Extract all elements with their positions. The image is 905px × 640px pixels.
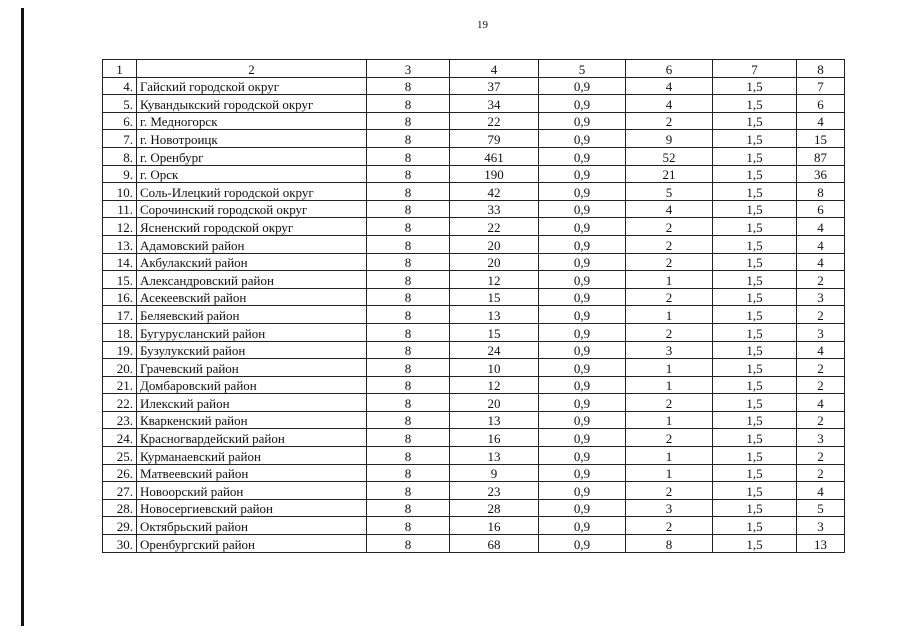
col-8-value: 3 <box>797 323 845 341</box>
table-row <box>103 271 845 289</box>
district-name: Октябрьский район <box>137 517 367 535</box>
table-row <box>103 517 845 535</box>
col-7-value: 1,5 <box>713 464 797 482</box>
district-name: Новоорский район <box>137 482 367 500</box>
col-7-value: 1,5 <box>713 183 797 201</box>
col-7-value: 1,5 <box>713 165 797 183</box>
col-4-value: 461 <box>450 147 539 165</box>
row-number: 18. <box>103 323 137 341</box>
col-6-value: 1 <box>626 271 713 289</box>
page-edge-bar <box>21 8 24 626</box>
col-4-value: 20 <box>450 253 539 271</box>
table-row <box>103 447 845 465</box>
col-5-value: 0,9 <box>539 341 626 359</box>
row-number: 8. <box>103 147 137 165</box>
row-number: 16. <box>103 288 137 306</box>
col-7-value: 1,5 <box>713 517 797 535</box>
district-name: Илекский район <box>137 394 367 412</box>
table-row <box>103 359 845 377</box>
col-3-value: 8 <box>367 112 450 130</box>
table-row <box>103 394 845 412</box>
col-5-value: 0,9 <box>539 429 626 447</box>
col-3-value: 8 <box>367 411 450 429</box>
row-number: 12. <box>103 218 137 236</box>
row-number: 25. <box>103 447 137 465</box>
col-3-value: 8 <box>367 288 450 306</box>
col-6-value: 52 <box>626 147 713 165</box>
district-name: Домбаровский район <box>137 376 367 394</box>
page-number: 19 <box>477 19 488 31</box>
row-number: 14. <box>103 253 137 271</box>
district-name: Курманаевский район <box>137 447 367 465</box>
col-3-value: 8 <box>367 235 450 253</box>
col-8-value: 15 <box>797 130 845 148</box>
table-row <box>103 253 845 271</box>
col-4-value: 12 <box>450 376 539 394</box>
row-number: 30. <box>103 535 137 553</box>
col-5-value: 0,9 <box>539 218 626 236</box>
col-6-value: 2 <box>626 323 713 341</box>
row-number: 22. <box>103 394 137 412</box>
row-number: 20. <box>103 359 137 377</box>
district-name: г. Орск <box>137 165 367 183</box>
col-4-value: 12 <box>450 271 539 289</box>
table-row <box>103 323 845 341</box>
col-8-value: 2 <box>797 447 845 465</box>
col-3-value: 8 <box>367 200 450 218</box>
col-6-value: 4 <box>626 200 713 218</box>
col-7-value: 1,5 <box>713 411 797 429</box>
col-4-value: 33 <box>450 200 539 218</box>
table-row <box>103 429 845 447</box>
col-8-value: 6 <box>797 95 845 113</box>
col-8-value: 2 <box>797 359 845 377</box>
col-7-value: 1,5 <box>713 253 797 271</box>
col-4-value: 16 <box>450 429 539 447</box>
col-6-value: 3 <box>626 341 713 359</box>
col-8-value: 3 <box>797 429 845 447</box>
district-name: г. Медногорск <box>137 112 367 130</box>
col-5-value: 0,9 <box>539 95 626 113</box>
col-5-value: 0,9 <box>539 323 626 341</box>
col-5-value: 0,9 <box>539 165 626 183</box>
col-5-value: 0,9 <box>539 535 626 553</box>
col-8-value: 4 <box>797 235 845 253</box>
row-number: 28. <box>103 499 137 517</box>
col-5-value: 0,9 <box>539 183 626 201</box>
col-4-value: 13 <box>450 306 539 324</box>
col-4-value: 28 <box>450 499 539 517</box>
col-3-value: 8 <box>367 341 450 359</box>
col-4-value: 37 <box>450 77 539 95</box>
col-3-value: 8 <box>367 130 450 148</box>
column-header-5: 5 <box>539 60 626 78</box>
col-7-value: 1,5 <box>713 271 797 289</box>
col-4-value: 13 <box>450 447 539 465</box>
col-6-value: 1 <box>626 376 713 394</box>
col-6-value: 1 <box>626 447 713 465</box>
col-8-value: 5 <box>797 499 845 517</box>
col-8-value: 4 <box>797 253 845 271</box>
row-number: 5. <box>103 95 137 113</box>
col-6-value: 2 <box>626 394 713 412</box>
district-name: Адамовский район <box>137 235 367 253</box>
col-5-value: 0,9 <box>539 112 626 130</box>
row-number: 23. <box>103 411 137 429</box>
col-8-value: 4 <box>797 218 845 236</box>
table-row <box>103 499 845 517</box>
col-7-value: 1,5 <box>713 359 797 377</box>
col-8-value: 4 <box>797 112 845 130</box>
column-header-4: 4 <box>450 60 539 78</box>
col-3-value: 8 <box>367 306 450 324</box>
col-3-value: 8 <box>367 183 450 201</box>
col-4-value: 24 <box>450 341 539 359</box>
col-7-value: 1,5 <box>713 112 797 130</box>
col-4-value: 13 <box>450 411 539 429</box>
col-5-value: 0,9 <box>539 288 626 306</box>
col-4-value: 20 <box>450 235 539 253</box>
col-5-value: 0,9 <box>539 464 626 482</box>
table-row <box>103 77 845 95</box>
col-6-value: 1 <box>626 464 713 482</box>
table-row <box>103 341 845 359</box>
col-7-value: 1,5 <box>713 376 797 394</box>
row-number: 13. <box>103 235 137 253</box>
col-5-value: 0,9 <box>539 517 626 535</box>
col-6-value: 2 <box>626 253 713 271</box>
col-7-value: 1,5 <box>713 394 797 412</box>
row-number: 4. <box>103 77 137 95</box>
col-4-value: 22 <box>450 218 539 236</box>
col-3-value: 8 <box>367 429 450 447</box>
column-header-6: 6 <box>626 60 713 78</box>
col-8-value: 4 <box>797 341 845 359</box>
column-header-2: 2 <box>137 60 367 78</box>
table-row <box>103 112 845 130</box>
col-5-value: 0,9 <box>539 359 626 377</box>
col-4-value: 23 <box>450 482 539 500</box>
col-3-value: 8 <box>367 464 450 482</box>
table-row <box>103 411 845 429</box>
col-7-value: 1,5 <box>713 323 797 341</box>
col-3-value: 8 <box>367 482 450 500</box>
row-number: 15. <box>103 271 137 289</box>
district-name: Сорочинский городской округ <box>137 200 367 218</box>
col-4-value: 15 <box>450 288 539 306</box>
district-name: Гайский городской округ <box>137 77 367 95</box>
table-row <box>103 306 845 324</box>
col-3-value: 8 <box>367 535 450 553</box>
col-4-value: 68 <box>450 535 539 553</box>
col-3-value: 8 <box>367 253 450 271</box>
row-number: 10. <box>103 183 137 201</box>
table-row <box>103 147 845 165</box>
col-8-value: 2 <box>797 411 845 429</box>
table-row <box>103 200 845 218</box>
table-body <box>103 60 845 553</box>
col-3-value: 8 <box>367 147 450 165</box>
district-name: Александровский район <box>137 271 367 289</box>
row-number: 26. <box>103 464 137 482</box>
col-8-value: 7 <box>797 77 845 95</box>
col-5-value: 0,9 <box>539 147 626 165</box>
col-7-value: 1,5 <box>713 447 797 465</box>
col-7-value: 1,5 <box>713 535 797 553</box>
col-7-value: 1,5 <box>713 499 797 517</box>
col-3-value: 8 <box>367 499 450 517</box>
row-number: 24. <box>103 429 137 447</box>
col-5-value: 0,9 <box>539 200 626 218</box>
col-6-value: 2 <box>626 482 713 500</box>
table-row <box>103 165 845 183</box>
district-name: Кваркенский район <box>137 411 367 429</box>
col-8-value: 6 <box>797 200 845 218</box>
col-5-value: 0,9 <box>539 447 626 465</box>
col-5-value: 0,9 <box>539 394 626 412</box>
column-header-8: 8 <box>797 60 845 78</box>
district-name: г. Новотроицк <box>137 130 367 148</box>
table-row <box>103 376 845 394</box>
col-6-value: 2 <box>626 218 713 236</box>
table-row <box>103 130 845 148</box>
col-3-value: 8 <box>367 165 450 183</box>
table-row <box>103 535 845 553</box>
district-name: Бугурусланский район <box>137 323 367 341</box>
col-3-value: 8 <box>367 394 450 412</box>
col-5-value: 0,9 <box>539 77 626 95</box>
col-7-value: 1,5 <box>713 218 797 236</box>
col-6-value: 1 <box>626 359 713 377</box>
col-3-value: 8 <box>367 271 450 289</box>
col-8-value: 2 <box>797 271 845 289</box>
col-4-value: 22 <box>450 112 539 130</box>
col-4-value: 10 <box>450 359 539 377</box>
col-6-value: 21 <box>626 165 713 183</box>
col-6-value: 2 <box>626 235 713 253</box>
row-number: 29. <box>103 517 137 535</box>
col-7-value: 1,5 <box>713 306 797 324</box>
col-8-value: 3 <box>797 517 845 535</box>
col-4-value: 34 <box>450 95 539 113</box>
row-number: 19. <box>103 341 137 359</box>
column-header-3: 3 <box>367 60 450 78</box>
col-6-value: 4 <box>626 77 713 95</box>
col-4-value: 15 <box>450 323 539 341</box>
col-8-value: 87 <box>797 147 845 165</box>
district-name: Кувандыкский городской округ <box>137 95 367 113</box>
row-number: 11. <box>103 200 137 218</box>
col-8-value: 13 <box>797 535 845 553</box>
col-8-value: 2 <box>797 376 845 394</box>
col-6-value: 2 <box>626 112 713 130</box>
col-3-value: 8 <box>367 77 450 95</box>
row-number: 27. <box>103 482 137 500</box>
district-name: Матвеевский район <box>137 464 367 482</box>
col-6-value: 1 <box>626 306 713 324</box>
column-header-1: 1 <box>103 60 137 78</box>
col-5-value: 0,9 <box>539 376 626 394</box>
table-header-row <box>103 60 845 78</box>
col-7-value: 1,5 <box>713 147 797 165</box>
district-name: Оренбургский район <box>137 535 367 553</box>
col-7-value: 1,5 <box>713 130 797 148</box>
col-3-value: 8 <box>367 376 450 394</box>
table-row <box>103 183 845 201</box>
district-name: Беляевский район <box>137 306 367 324</box>
district-name: Соль-Илецкий городской округ <box>137 183 367 201</box>
row-number: 21. <box>103 376 137 394</box>
col-5-value: 0,9 <box>539 253 626 271</box>
col-8-value: 4 <box>797 394 845 412</box>
col-6-value: 5 <box>626 183 713 201</box>
col-8-value: 8 <box>797 183 845 201</box>
col-3-value: 8 <box>367 517 450 535</box>
district-name: Новосергиевский район <box>137 499 367 517</box>
col-6-value: 3 <box>626 499 713 517</box>
col-7-value: 1,5 <box>713 288 797 306</box>
col-6-value: 1 <box>626 411 713 429</box>
col-7-value: 1,5 <box>713 235 797 253</box>
col-5-value: 0,9 <box>539 306 626 324</box>
col-4-value: 20 <box>450 394 539 412</box>
col-7-value: 1,5 <box>713 77 797 95</box>
row-number: 7. <box>103 130 137 148</box>
district-name: г. Оренбург <box>137 147 367 165</box>
row-number: 17. <box>103 306 137 324</box>
col-3-value: 8 <box>367 323 450 341</box>
col-6-value: 8 <box>626 535 713 553</box>
row-number: 6. <box>103 112 137 130</box>
col-7-value: 1,5 <box>713 482 797 500</box>
table-row <box>103 95 845 113</box>
table-row <box>103 218 845 236</box>
col-8-value: 4 <box>797 482 845 500</box>
district-name: Бузулукский район <box>137 341 367 359</box>
col-8-value: 3 <box>797 288 845 306</box>
col-7-value: 1,5 <box>713 95 797 113</box>
col-5-value: 0,9 <box>539 271 626 289</box>
col-8-value: 36 <box>797 165 845 183</box>
district-name: Грачевский район <box>137 359 367 377</box>
col-8-value: 2 <box>797 306 845 324</box>
col-3-value: 8 <box>367 447 450 465</box>
col-6-value: 2 <box>626 429 713 447</box>
col-4-value: 9 <box>450 464 539 482</box>
col-4-value: 42 <box>450 183 539 201</box>
col-8-value: 2 <box>797 464 845 482</box>
row-number: 9. <box>103 165 137 183</box>
col-7-value: 1,5 <box>713 429 797 447</box>
col-6-value: 9 <box>626 130 713 148</box>
col-5-value: 0,9 <box>539 499 626 517</box>
table-row <box>103 235 845 253</box>
col-4-value: 79 <box>450 130 539 148</box>
col-5-value: 0,9 <box>539 130 626 148</box>
district-name: Ясненский городской округ <box>137 218 367 236</box>
table-row <box>103 464 845 482</box>
column-header-7: 7 <box>713 60 797 78</box>
col-3-value: 8 <box>367 359 450 377</box>
col-4-value: 190 <box>450 165 539 183</box>
col-6-value: 2 <box>626 517 713 535</box>
col-4-value: 16 <box>450 517 539 535</box>
district-name: Асекеевский район <box>137 288 367 306</box>
data-table <box>102 59 845 553</box>
district-name: Красногвардейский район <box>137 429 367 447</box>
col-5-value: 0,9 <box>539 411 626 429</box>
district-name: Акбулакский район <box>137 253 367 271</box>
table-row <box>103 288 845 306</box>
col-3-value: 8 <box>367 95 450 113</box>
col-3-value: 8 <box>367 218 450 236</box>
col-5-value: 0,9 <box>539 482 626 500</box>
col-5-value: 0,9 <box>539 235 626 253</box>
col-6-value: 2 <box>626 288 713 306</box>
table-row <box>103 482 845 500</box>
col-7-value: 1,5 <box>713 200 797 218</box>
col-6-value: 4 <box>626 95 713 113</box>
col-7-value: 1,5 <box>713 341 797 359</box>
